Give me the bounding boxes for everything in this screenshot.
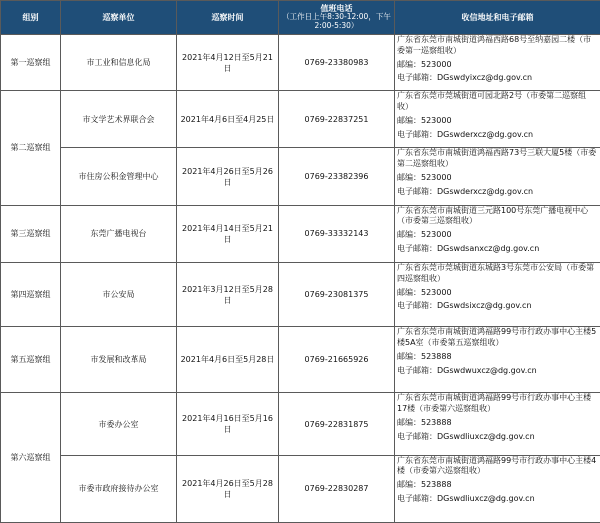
address-cell [395, 327, 600, 393]
header-group: 组别 [1, 1, 61, 35]
address-cell [395, 35, 600, 91]
address-cell [395, 393, 600, 455]
address-cell [395, 91, 600, 148]
time-cell: 2021年4月26日至5月26日 [177, 148, 279, 205]
address-text: 广东省东莞市南城街道鸿福路99号市行政办事中心主楼5楼5A室（市委第五巡察组收） [397, 327, 597, 347]
table-row [1, 327, 600, 393]
header-time: 巡察时间 [177, 1, 279, 35]
email-text: 电子邮箱：DGswdliuxcz@dg.gov.cn [397, 494, 535, 504]
postcode-text: 邮编：523000 [397, 173, 452, 183]
postcode-text: 邮编：523888 [397, 480, 452, 490]
table-row [1, 262, 600, 326]
email-text: 电子邮箱：DGswdyixcz@dg.gov.cn [397, 73, 533, 83]
group-name: 第六巡察组 [1, 393, 61, 523]
email-text: 电子邮箱：DGswderxcz@dg.gov.cn [397, 186, 534, 196]
phone-cell: 0769-22837251 [279, 91, 395, 148]
address-cell [395, 148, 600, 205]
address-text: 广东省东莞市南城街道三元路100号东莞广播电视中心（市委第三巡察组收） [397, 205, 589, 226]
group-name: 第三巡察组 [1, 205, 61, 262]
postcode-text: 邮编：523888 [397, 418, 452, 428]
table-row [1, 455, 600, 522]
unit-cell: 市发展和改革局 [61, 327, 177, 393]
time-cell: 2021年4月12日至5月21日 [177, 35, 279, 91]
phone-cell: 0769-23380983 [279, 35, 395, 91]
email-text: 电子邮箱：DGswdsixcz@dg.gov.cn [397, 301, 532, 311]
phone-cell: 0769-21665926 [279, 327, 395, 393]
header-phone-title: 值班电话 [320, 4, 353, 14]
email-text: 电子邮箱：DGswdwuxcz@dg.gov.cn [397, 365, 537, 375]
unit-cell: 市文学艺术界联合会 [61, 91, 177, 148]
address-cell [395, 262, 600, 326]
time-cell: 2021年4月26日至5月28日 [177, 455, 279, 522]
address-text: 广东省东莞市南城街道鸿福路99号市行政办事中心主楼17楼（市委第六巡察组收） [397, 393, 592, 414]
table-row [1, 91, 600, 148]
address-text: 广东省东莞市莞城街道东城路3号东莞市公安局（市委第四巡察组收） [397, 262, 595, 283]
email-text: 电子邮箱：DGswdsanxcz@dg.gov.cn [397, 244, 540, 254]
table-row [1, 393, 600, 455]
address-text: 广东省东莞市南城街道鸿福西路68号至纳嘉园二楼（市委第一巡察组收） [397, 35, 592, 55]
table-row [1, 205, 600, 262]
unit-cell: 市公安局 [61, 262, 177, 326]
address-text: 广东省东莞市莞城街道可园北路2号（市委第二巡察组收） [397, 91, 587, 112]
unit-cell: 市委市政府接待办公室 [61, 455, 177, 522]
time-cell: 2021年4月16日至5月16日 [177, 393, 279, 455]
phone-cell: 0769-23382396 [279, 148, 395, 205]
header-phone-hours: （工作日上午8:30-12:00，下午2:00-5:30） [282, 12, 391, 31]
unit-cell: 市住房公积金管理中心 [61, 148, 177, 205]
email-text: 电子邮箱：DGswderxcz@dg.gov.cn [397, 129, 534, 139]
unit-cell: 市工业和信息化局 [61, 35, 177, 91]
unit-cell: 市委办公室 [61, 393, 177, 455]
header-address: 收信地址和电子邮箱 [395, 1, 600, 35]
postcode-text: 邮编：523888 [397, 351, 452, 361]
phone-cell: 0769-22830287 [279, 455, 395, 522]
group-name: 第四巡察组 [1, 262, 61, 326]
postcode-text: 邮编：523000 [397, 59, 452, 69]
time-cell: 2021年4月6日至4月25日 [177, 91, 279, 148]
phone-cell: 0769-22831875 [279, 393, 395, 455]
address-cell [395, 205, 600, 262]
header-unit: 巡察单位 [61, 1, 177, 35]
address-cell [395, 455, 600, 522]
header-phone [279, 1, 395, 35]
table-row [1, 148, 600, 205]
phone-cell: 0769-33332143 [279, 205, 395, 262]
postcode-text: 邮编：523000 [397, 115, 452, 125]
unit-cell: 东莞广播电视台 [61, 205, 177, 262]
group-name: 第五巡察组 [1, 327, 61, 393]
address-text: 广东省东莞市南城街道鸿福路99号市行政办事中心主楼4楼（市委第六巡察组收） [397, 455, 597, 476]
group-name: 第一巡察组 [1, 35, 61, 91]
table-row [1, 35, 600, 91]
time-cell: 2021年4月6日至5月28日 [177, 327, 279, 393]
time-cell: 2021年4月14日至5月21日 [177, 205, 279, 262]
time-cell: 2021年3月12日至5月28日 [177, 262, 279, 326]
header-row [1, 1, 600, 35]
postcode-text: 邮编：523000 [397, 287, 452, 297]
postcode-text: 邮编：523000 [397, 230, 452, 240]
address-text: 广东省东莞市南城街道鸿福西路73号三联大厦5楼（市委第二巡察组收） [397, 148, 597, 169]
group-name: 第二巡察组 [1, 91, 61, 205]
email-text: 电子邮箱：DGswdliuxcz@dg.gov.cn [397, 431, 535, 441]
phone-cell: 0769-23081375 [279, 262, 395, 326]
